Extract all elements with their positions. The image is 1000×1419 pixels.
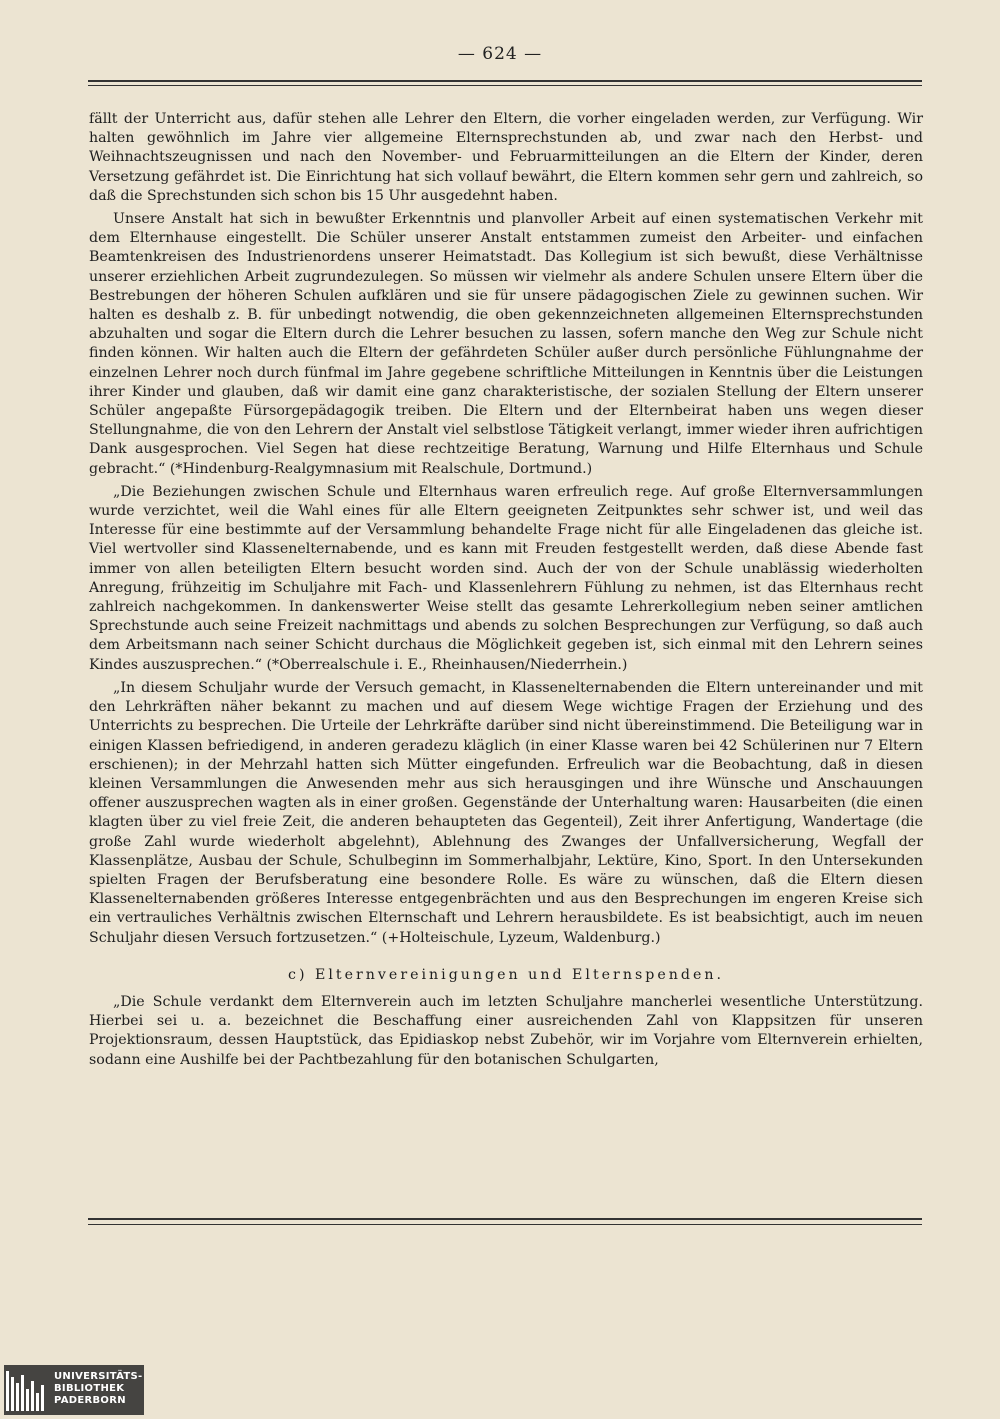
body-text — [89, 110, 923, 1074]
library-logo — [4, 1365, 144, 1415]
footer-rule-thin — [88, 1224, 922, 1225]
barcode-icon — [4, 1371, 48, 1411]
header-rule — [88, 80, 922, 82]
page-number: — 624 — — [457, 44, 543, 64]
paragraph: „Die Beziehungen zwischen Schule und Elternhaus waren erfreulich rege. Auf große Elternversammlungen wurde verzichtet, weil die Wahl eines für alle Eltern geeigneten Zeitpunktes sehr schwer ist, und weil das Interesse für eine bestimmte auf der Versammlung behandelte Frage nicht für alle Eingeladenen das gleiche ist. Viel wertvoller sind Klassenelternabende, und es kann mit Freuden festgestellt werden, daß diese Abende fast immer von allen beteiligten Eltern besucht worden sind. Auch der von der Schule unablässig wiederholten Anregung, frühzeitig im Schuljahre mit Fach- und Klassenlehrern Fühlung zu nehmen, ist das Elternhaus recht zahlreich nachgekommen. In dankenswerter Weise stellt das gesamte Lehrerkollegium neben seiner amtlichen Sprechstunde auch seine Freizeit nachmittags und abends zu solchen Besprechungen zur Verfügung, so daß auch dem Arbeitsmann nach seiner Schicht durchaus die Möglichkeit gegeben ist, sich einmal mit den Lehrern seines Kindes auszusprechen.“ (*Oberrealschule i. E., Rheinhausen/Niederrhein.) — [89, 483, 923, 673]
paragraph: Unsere Anstalt hat sich in bewußter Erkenntnis und planvoller Arbeit auf einen systematischen Verkehr mit dem Elternhause eingestellt. Die Schüler unserer Anstalt entstammen zumeist den Arbeiter- und einfachen Beamtenkreisen des Industrienordens unserer Heimatstadt. Das Kollegium ist sich bewußt, diese Verhältnisse unserer erziehlichen Arbeit zugrundezulegen. So müssen wir vielmehr als andere Schulen unsere Eltern über die Bestrebungen der höheren Schulen aufklären und sie für unsere pädagogischen Ziele zu gewinnen suchen. Wir halten es deshalb z. B. für unbedingt notwendig, die oben gekennzeichneten allgemeinen Elternsprechstunden abzuhalten und sogar die Eltern durch die Lehrer besuchen zu lassen, sofern manche den Weg zur Schule nicht finden können. Wir halten auch die Eltern der gefährdeten Schüler außer durch persönliche Fühlungnahme der einzelnen Lehrer noch durch fünfmal im Jahre gegebene schriftliche Mitteilungen in Kenntnis über die Leistungen ihrer Kinder und glauben, daß wir damit eine ganz charakteristische, der sozialen Stellung der Eltern unserer Schüler angepaßte Fürsorgepädagogik treiben. Die Eltern und der Elternbeirat haben uns wegen dieser Stellungnahme, die von den Lehrern der Anstalt viel selbstlose Tätigkeit verlangt, immer wieder ihren aufrichtigen Dank ausgesprochen. Viel Segen hat diese rechtzeitige Beratung, Warnung und Hilfe Elternhaus und Schule gebracht.“ (*Hindenburg-Realgymnasium mit Realschule, Dortmund.) — [89, 211, 923, 477]
paragraph: fällt der Unterricht aus, dafür stehen alle Lehrer den Eltern, die vorher eingeladen werden, zur Verfügung. Wir halten gewöhnlich im Jahre vier allgemeine Elternsprechstunden ab, und zwar nach den Herbst- und Weihnachtszeugnissen und nach den November- und Februarmitteilungen an die Eltern der Kinder, deren Versetzung gefährdet ist. Die Einrichtung hat sich vollauf bewährt, die Eltern kommen sehr gern und zahlreich, so daß die Sprechstunden sich schon bis 15 Uhr ausgedehnt haben. — [89, 111, 923, 204]
section-heading: c) Elternvereinigungen und Elternspenden. — [288, 966, 724, 983]
logo-text: UNIVERSITÄTS- BIBLIOTHEK PADERBORN — [54, 1371, 143, 1406]
footer-rule — [88, 1218, 922, 1220]
paragraph: „Die Schule verdankt dem Elternverein auch im letzten Schuljahre mancherlei wesentliche Unterstützung. Hierbei sei u. a. bezeichnet die Beschaffung einer ausreichenden Zahl von Klappsitzen für unseren Projektionsraum, dessen Hauptstück, das Epidiaskop nebst Zubehör, wir im Vorjahre vom Elternverein erhielten, sodann eine Aushilfe bei der Pachtbezahlung für den botanischen Schulgarten, — [89, 993, 923, 1068]
paragraph: „In diesem Schuljahr wurde der Versuch gemacht, in Klassenelternabenden die Eltern untereinander und mit den Lehrkräften näher bekannt zu machen und auf diesem Wege wichtige Fragen der Erziehung und des Unterrichts zu besprechen. Die Urteile der Lehrkräfte darüber sind nicht übereinstimmend. Die Beteiligung war in einigen Klassen befriedigend, in anderen geradezu kläglich (in einer Klasse waren bei 42 Schülerinen nur 7 Eltern erschienen); in der Mehrzahl hatten sich Mütter eingefunden. Erfreulich war die Beobachtung, daß in diesen kleinen Versammlungen die Anwesenden mehr aus sich herausgingen und ihre Wünsche und Anschauungen offener auszusprechen wagten als in einer großen. Gegenstände der Unterhaltung waren: Hausarbeiten (die einen klagten über zu viel freie Zeit, die anderen behaupteten das Gegenteil), Zeit ihrer Anfertigung, Wandertage (die große Zahl wurde wiederholt abgelehnt), Ablehnung des Zwanges der Unfallversicherung, Wegfall der Klassenplätze, Ausbau der Schule, Schulbeginn im Sommerhalbjahr, Lektüre, Kino, Sport. In den Untersekunden spielten Fragen der Berufsberatung eine besondere Rolle. Es wäre zu wünschen, daß die Eltern diesen Klassenelternabenden größeres Interesse entgegenbrächten und aus den Besprechungen im engeren Kreise sich ein vertrauliches Verhältnis zwischen Elternschaft und Lehrern herausbildete. Es ist beabsichtigt, auch im neuen Schuljahr diesen Versuch fortzusetzen.“ (+Holteischule, Lyzeum, Waldenburg.) — [89, 679, 923, 946]
header-rule-thin — [88, 85, 922, 86]
